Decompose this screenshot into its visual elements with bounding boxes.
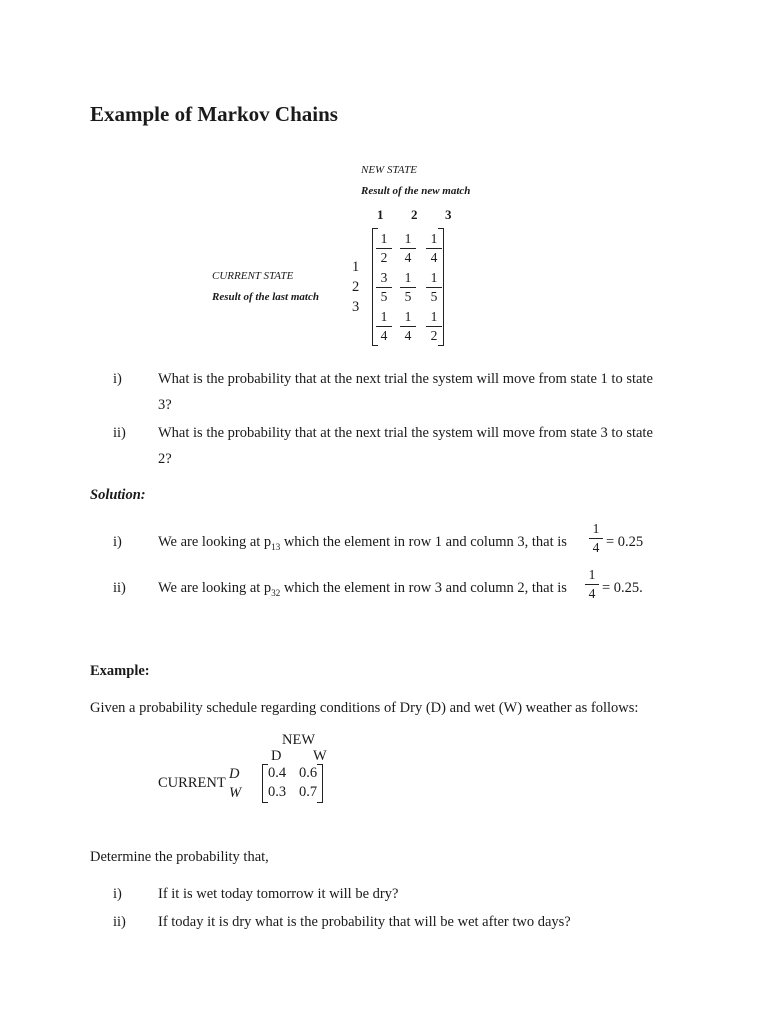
matrix1-fraction: 1 4 — [398, 232, 418, 264]
matrix1-fraction: 1 5 — [398, 271, 418, 303]
solution1-fraction: 1 4 — [589, 522, 603, 554]
example-intro: Given a probability schedule regarding conditions of Dry (D) and wet (W) weather as follows: — [90, 700, 639, 716]
row-label-2: 2 — [352, 279, 360, 295]
col-header-3: 3 — [445, 207, 452, 222]
new-state-sub: Result of the new match — [361, 185, 471, 197]
matrix1-fraction: 1 5 — [424, 271, 444, 303]
matrix2-col-d: D — [271, 748, 282, 764]
question1-num: i) — [113, 371, 122, 387]
solution1-text: We are looking at $p_{13}$ which the element in row 1 and column 3, that is — [158, 534, 567, 552]
row-label-1: 1 — [352, 259, 360, 275]
matrix2-cell: 0.3 — [268, 784, 287, 800]
solution1-num: i) — [113, 534, 122, 550]
determine-text: Determine the probability that, — [90, 849, 269, 865]
solution2-num: ii) — [113, 580, 126, 596]
matrix2-new-label: NEW — [282, 732, 316, 748]
matrix2-row-d: D — [229, 766, 240, 782]
question2-line2: 2? — [158, 451, 172, 467]
example-label: Example: — [90, 663, 150, 679]
question4-text: If today it is dry what is the probability that will be wet after two days? — [158, 914, 571, 930]
solution2-text: We are looking at $p_{32}$ which the element in row 3 and column 2, that is — [158, 580, 567, 598]
matrix2-cell: 0.6 — [299, 765, 318, 781]
page-title: Example of Markov Chains — [90, 102, 338, 126]
question2-num: ii) — [113, 425, 126, 441]
current-state-label: CURRENT STATE — [212, 270, 294, 282]
solution1-result: = 0.25 — [606, 534, 644, 550]
solution2-fraction: 1 4 — [585, 568, 599, 600]
matrix1-fraction: 1 4 — [398, 310, 418, 342]
matrix2-current-label: CURRENT — [158, 775, 226, 791]
matrix2-cell: 0.7 — [299, 784, 318, 800]
matrix1-fraction: 1 4 — [424, 232, 444, 264]
question4-num: ii) — [113, 914, 126, 930]
current-state-sub: Result of the last match — [212, 291, 319, 303]
row-label-3: 3 — [352, 299, 360, 315]
matrix1-fraction: 1 2 — [424, 310, 444, 342]
question1-line2: 3? — [158, 397, 172, 413]
matrix2-right-bracket — [317, 764, 323, 803]
question1-line1: What is the probability that at the next trial the system will move from state 1 to state — [158, 371, 653, 387]
matrix1-fraction: 3 5 — [374, 271, 394, 303]
matrix2-row-w: W — [229, 785, 242, 801]
matrix1-fraction: 1 2 — [374, 232, 394, 264]
question2-line1: What is the probability that at the next trial the system will move from state 3 to state — [158, 425, 653, 441]
matrix1-fraction: 1 4 — [374, 310, 394, 342]
col-header-1: 1 — [377, 207, 384, 222]
question3-text: If it is wet today tomorrow it will be dry? — [158, 886, 399, 902]
matrix2-cell: 0.4 — [268, 765, 287, 781]
solution2-result: = 0.25. — [602, 580, 643, 596]
col-header-2: 2 — [411, 207, 418, 222]
solution-label: Solution: — [90, 487, 146, 503]
new-state-label: NEW STATE — [361, 164, 417, 176]
matrix2-col-w: W — [313, 748, 327, 764]
question3-num: i) — [113, 886, 122, 902]
